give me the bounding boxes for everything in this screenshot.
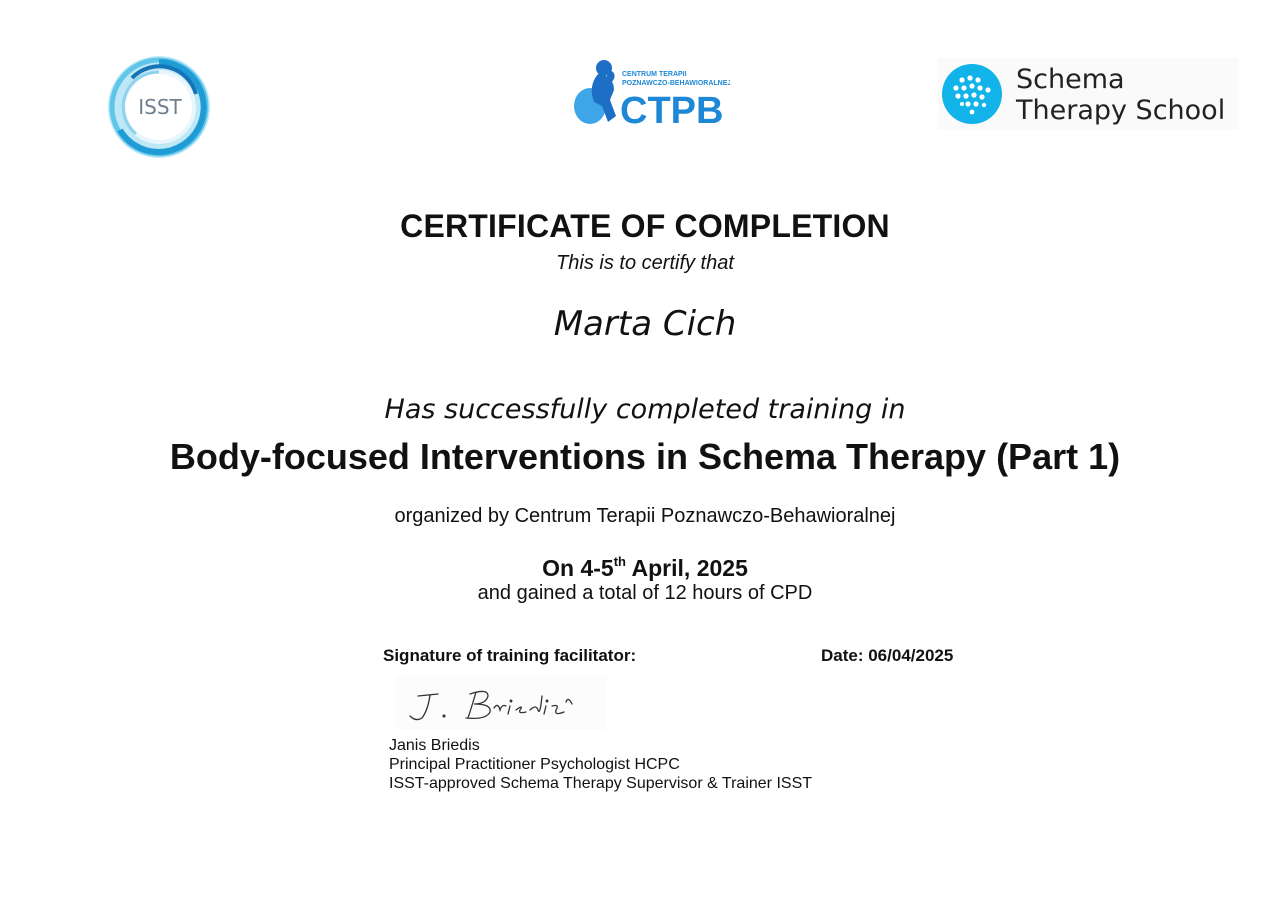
training-date-suffix: th xyxy=(613,554,626,569)
cpd-line: and gained a total of 12 hours of CPD xyxy=(477,582,813,604)
ctpb-big-text: CTPB xyxy=(620,90,724,130)
certify-line: This is to certify that xyxy=(556,252,734,274)
signature-label: Signature of training facilitator: xyxy=(383,646,637,665)
isst-logo xyxy=(106,54,212,160)
completed-line: Has successfully completed training in xyxy=(384,394,906,425)
training-date-rest: April, 2025 xyxy=(625,555,748,581)
ctpb-logo xyxy=(570,56,730,130)
signed-date: Date: 06/04/2025 xyxy=(821,646,954,665)
ctpb-small-text-2: POZNAWCZO-BEHAWIORALNEJ xyxy=(622,80,730,87)
recipient-name: Marta Cich xyxy=(553,304,737,344)
certificate-title: CERTIFICATE OF COMPLETION xyxy=(400,208,890,244)
facilitator-role: Principal Practitioner Psychologist HCPC xyxy=(389,756,680,773)
handwritten-signature xyxy=(396,676,606,730)
course-title: Body-focused Interventions in Schema Therapy (Part 1) xyxy=(169,436,1121,477)
schema-school-line2: Therapy School xyxy=(1016,95,1226,126)
training-date xyxy=(0,554,1280,582)
training-date-prefix: On 4-5 xyxy=(542,555,614,581)
ctpb-small-text-1: CENTRUM TERAPII xyxy=(622,71,687,78)
organizer-line: organized by Centrum Terapii Poznawczo-Behawioralnej xyxy=(394,505,896,527)
schema-school-line1: Schema xyxy=(1016,64,1125,95)
schema-therapy-school-logo xyxy=(938,58,1238,130)
facilitator-name: Janis Briedis xyxy=(389,737,480,754)
isst-logo-text: ISST xyxy=(138,95,182,119)
facilitator-credential: ISST-approved Schema Therapy Supervisor & Trainer ISST xyxy=(389,775,813,792)
